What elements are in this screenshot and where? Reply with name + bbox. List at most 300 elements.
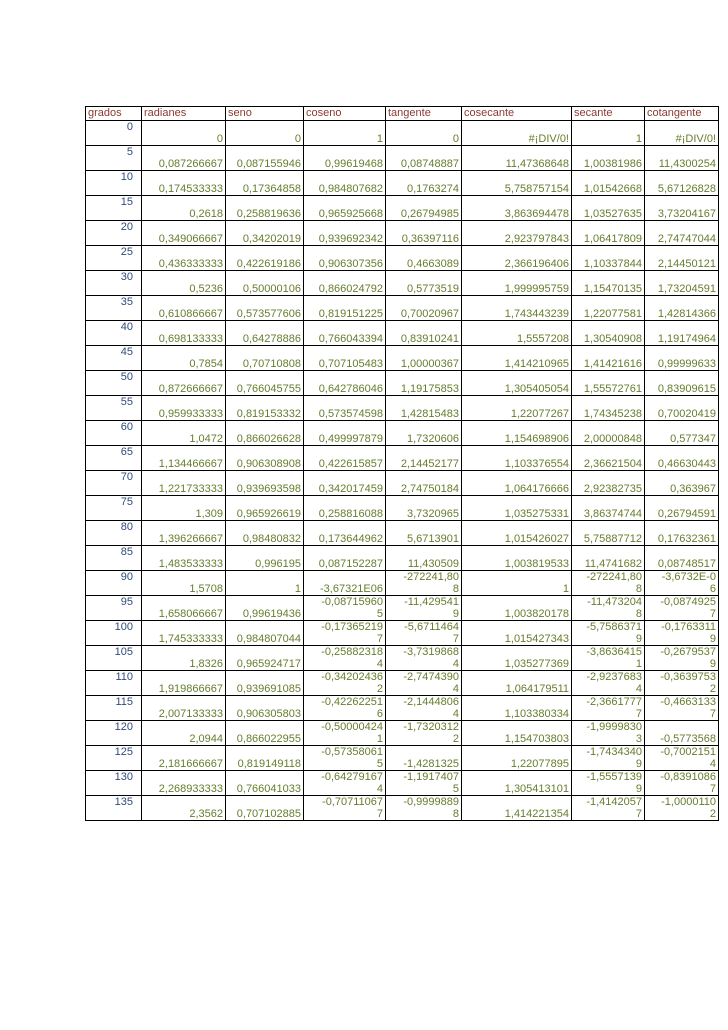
cell-cotangente [645,221,719,246]
cell-text: 1,305413101 [504,783,569,795]
cell-text: 1,22077267 [510,408,569,420]
degree-cell: 120 [86,721,142,734]
degree-cell: 70 [86,471,142,484]
cell-secante [572,321,645,346]
degree-cell-spacer [86,258,142,271]
cell-text: 0,64278886 [242,333,301,345]
cell-text: 1,309 [195,508,223,520]
header-tangente: tangente [386,107,462,121]
degree-cell-spacer [86,308,142,321]
cell-text: 0,906308908 [236,458,301,470]
cell-secante [572,396,645,421]
cell-text: 2 [452,733,459,745]
cell-cotangente [645,596,719,621]
cell-text: 9 [709,658,716,670]
cell-cosecante [462,521,572,546]
cell-seno [226,521,304,546]
cell-text: 0,08748887 [400,158,459,170]
cell-text: 0,906305803 [236,708,301,720]
cell-text: 7 [709,783,716,795]
degree-cell: 50 [86,371,142,384]
cell-seno [226,421,304,446]
degree-cell: 110 [86,671,142,684]
cell-text: 1 [376,733,383,745]
cell-tangente [386,346,462,371]
cell-text: 1,15470135 [583,283,642,295]
cell-cotangente [645,171,719,196]
cell-radianes [142,721,226,746]
cell-text: 1,003820178 [504,608,569,620]
degree-row [86,471,719,484]
degree-row [86,171,719,184]
cell-coseno [304,721,386,746]
cell-cotangente [645,196,719,221]
cell-cosecante [462,621,572,646]
cell-coseno [304,146,386,171]
cell-cotangente [645,121,719,146]
cell-text: 2,92382735 [583,483,642,495]
cell-tangente [386,146,462,171]
cell-text: 1,00000367 [400,358,459,370]
cell-cosecante [462,446,572,471]
degree-cell: 65 [86,446,142,459]
degree-row [86,621,719,634]
cell-seno [226,696,304,721]
cell-text: -0,64279167 [321,771,383,783]
cell-seno [226,721,304,746]
cell-text: 0,573577606 [236,308,301,320]
degree-cell: 90 [86,571,142,584]
cell-text: 1,743443239 [504,308,569,320]
cell-text: 1,5557208 [517,333,569,345]
cell-secante [572,521,645,546]
cell-text: -1,4281325 [403,758,459,770]
cell-coseno [304,396,386,421]
cell-radianes [142,521,226,546]
cell-text: 0,866024792 [318,283,383,295]
cell-text: 1 [635,658,642,670]
degree-cell-spacer [86,658,142,671]
degree-cell-spacer [86,808,142,821]
degree-cell: 30 [86,271,142,284]
cell-text: 1,00381986 [583,158,642,170]
cell-cosecante [462,696,572,721]
cell-text: 4 [635,683,642,695]
cell-cosecante [462,196,572,221]
cell-text: 1,919866667 [158,683,223,695]
cell-text: 0,698133333 [158,333,223,345]
cell-text: 9 [452,608,459,620]
cell-radianes [142,546,226,571]
cell-text: -0,50000424 [321,721,383,733]
cell-cosecante [462,646,572,671]
cell-text: 1,745333333 [158,633,223,645]
cell-text: 3,86374744 [583,508,642,520]
cell-cosecante [462,471,572,496]
degree-cell-spacer [86,483,142,496]
cell-text: 0,766041033 [236,783,301,795]
cell-text: 2,0944 [189,733,223,745]
degree-row [86,346,719,359]
cell-cotangente [645,371,719,396]
cell-text: 3,7320965 [407,508,459,520]
cell-text: 1,064179511 [505,683,569,695]
degree-cell: 100 [86,621,142,634]
cell-cosecante [462,671,572,696]
cell-tangente [386,421,462,446]
cell-cosecante [462,221,572,246]
cell-tangente [386,446,462,471]
cell-coseno [304,496,386,521]
cell-text: -0,70711067 [322,796,383,808]
cell-text: 0,83910241 [400,333,459,345]
cell-text: 11,4741682 [584,558,642,570]
cell-tangente [386,796,462,821]
degree-row [86,771,719,784]
degree-cell-spacer [86,183,142,196]
cell-tangente [386,696,462,721]
cell-text: 0,707105483 [318,358,383,370]
cell-coseno [304,546,386,571]
cell-tangente [386,196,462,221]
cell-coseno [304,621,386,646]
cell-tangente [386,246,462,271]
cell-text: 1,221733333 [158,483,223,495]
cell-cosecante [462,246,572,271]
cell-secante [572,596,645,621]
cell-text: -0,7002151 [660,746,716,758]
cell-text: -0,8391086 [660,771,716,783]
cell-text: 0,766043394 [318,333,383,345]
cell-text: 0,707102885 [236,808,301,820]
cell-secante [572,296,645,321]
cell-text: 0,2618 [189,208,223,220]
degree-row [86,596,719,609]
cell-radianes [142,196,226,221]
cell-seno [226,371,304,396]
degree-cell: 130 [86,771,142,784]
cell-cotangente [645,721,719,746]
degree-cell: 5 [86,146,142,159]
cell-text: 7 [376,633,383,645]
cell-coseno [304,746,386,771]
cell-coseno [304,271,386,296]
cell-radianes [142,171,226,196]
degree-cell: 10 [86,171,142,184]
cell-text: 0,83909615 [657,383,716,395]
cell-seno [226,196,304,221]
cell-text: #¡DIV/0! [528,133,569,145]
cell-secante [572,171,645,196]
cell-text: 1 [635,133,642,145]
cell-text: 0,99619436 [242,608,301,620]
cell-text: 2 [376,683,383,695]
cell-text: 0,26794985 [400,208,459,220]
cell-text: 0,996195 [255,558,301,570]
cell-text: -3,6732E-0 [661,571,716,583]
cell-text: 1,7320606 [407,433,459,445]
cell-text: 0,173644962 [318,533,383,545]
cell-text: 2,00000848 [583,433,642,445]
degree-cell-spacer [86,333,142,346]
cell-text: 0,70020419 [657,408,716,420]
cell-text: 1,396266667 [158,533,223,545]
cell-text: 4 [452,708,459,720]
cell-text: 0,258816088 [318,508,383,520]
degree-cell-spacer [86,783,142,796]
cell-text: -3,67321E06 [320,583,383,595]
cell-tangente [386,471,462,496]
degree-row [86,246,719,259]
cell-secante [572,671,645,696]
cell-tangente [386,621,462,646]
header-cosecante: cosecante [462,107,572,121]
cell-cotangente [645,396,719,421]
degree-row [86,321,719,334]
cell-secante [572,721,645,746]
degree-cell-spacer [86,383,142,396]
cell-text: 1,103376554 [504,458,569,470]
cell-cosecante [462,121,572,146]
cell-text: 1,015427343 [504,633,569,645]
degree-row [86,446,719,459]
cell-text: 1 [562,583,569,595]
cell-text: -1,1917407 [403,771,459,783]
cell-seno [226,396,304,421]
degree-cell: 0 [86,121,142,134]
cell-text: 0,70020967 [400,308,459,320]
cell-text: 1,73204591 [657,283,716,295]
cell-cosecante [462,496,572,521]
cell-coseno [304,571,386,596]
cell-text: 2,366196406 [504,258,569,270]
cell-text: 4 [376,783,383,795]
cell-seno [226,121,304,146]
cell-text: 3 [635,733,642,745]
cell-text: 0,26794591 [657,508,716,520]
cell-cosecante [462,346,572,371]
cell-text: 1,999995759 [504,283,569,295]
cell-tangente [386,221,462,246]
cell-text: 1,22077581 [583,308,642,320]
cell-secante [572,571,645,596]
cell-cotangente [645,246,719,271]
cell-cosecante [462,171,572,196]
cell-coseno [304,421,386,446]
cell-radianes [142,646,226,671]
cell-radianes [142,346,226,371]
cell-tangente [386,496,462,521]
cell-text: 0,5773519 [407,283,459,295]
cell-tangente [386,371,462,396]
cell-text: -3,8636415 [586,646,642,658]
cell-cotangente [645,471,719,496]
cell-cotangente [645,646,719,671]
degree-row [86,546,719,559]
cell-text: 0,363967 [670,483,716,495]
cell-text: -0,42262251 [321,696,383,708]
cell-text: 1,74345238 [583,408,642,420]
cell-seno [226,321,304,346]
degree-cell-spacer [86,708,142,721]
cell-text: 2,14452177 [400,458,459,470]
degree-cell: 75 [86,496,142,509]
cell-text: 0,939692342 [318,233,383,245]
cell-tangente [386,321,462,346]
cell-seno [226,596,304,621]
cell-cosecante [462,271,572,296]
cell-text: 0,819153332 [236,408,301,420]
degree-cell: 135 [86,796,142,809]
cell-text: 1,8326 [189,658,223,670]
cell-cotangente [645,571,719,596]
cell-text: 0,4663089 [407,258,459,270]
cell-coseno [304,121,386,146]
cell-text: 1,305405054 [504,383,569,395]
cell-text: 2,181666667 [158,758,223,770]
cell-text: 0,087266667 [158,158,223,170]
cell-text: -5,6711464 [404,621,459,633]
cell-text: 1,42814366 [657,308,716,320]
cell-text: 0,17364858 [242,183,301,195]
cell-text: 1,19174964 [657,333,716,345]
cell-text: 1,22077895 [510,758,569,770]
trig-table [85,106,719,821]
degree-cell-spacer [86,608,142,621]
cell-secante [572,496,645,521]
header-secante: secante [572,107,645,121]
cell-text: 0,17632361 [657,533,716,545]
cell-radianes [142,321,226,346]
degree-cell: 55 [86,396,142,409]
cell-text: 5,75887712 [583,533,642,545]
degree-cell: 60 [86,421,142,434]
cell-text: -11,429541 [404,596,459,608]
cell-text: 3,863694478 [504,208,569,220]
cell-text: -1,0000110 [661,796,716,808]
degree-row [86,521,719,534]
cell-cosecante [462,596,572,621]
cell-radianes [142,121,226,146]
cell-text: 11,4300254 [658,158,716,170]
cell-text: 8 [452,583,459,595]
degree-row [86,796,719,809]
cell-tangente [386,771,462,796]
degree-cell: 95 [86,596,142,609]
cell-text: 0 [452,133,459,145]
cell-text: 1,06417809 [583,233,642,245]
cell-tangente [386,396,462,421]
cell-text: -0,17365219 [321,621,383,633]
degree-cell-spacer [86,533,142,546]
cell-text: 5,6713901 [407,533,459,545]
degree-cell-spacer [86,208,142,221]
cell-text: 0,866022955 [236,733,301,745]
cell-cotangente [645,671,719,696]
cell-text: 0,5236 [189,283,223,295]
cell-text: 1,154698906 [504,433,569,445]
degree-row [86,746,719,759]
header-seno: seno [226,107,304,121]
cell-text: 4 [452,658,459,670]
cell-cosecante [462,296,572,321]
degree-cell: 45 [86,346,142,359]
cell-tangente [386,171,462,196]
cell-text: 7 [635,808,642,820]
cell-text: 9 [635,783,642,795]
cell-text: 0,99999633 [657,358,716,370]
cell-cosecante [462,371,572,396]
cell-seno [226,296,304,321]
cell-seno [226,571,304,596]
degree-cell-spacer [86,283,142,296]
cell-coseno [304,371,386,396]
cell-radianes [142,746,226,771]
cell-text: 0,766045755 [236,383,301,395]
cell-text: -5,7586371 [586,621,642,633]
cell-cotangente [645,521,719,546]
cell-cotangente [645,446,719,471]
cell-text: 1,03527635 [583,208,642,220]
cell-text: 0,939691085 [236,683,301,695]
degree-cell-spacer [86,133,142,146]
cell-coseno [304,221,386,246]
cell-coseno [304,471,386,496]
cell-coseno [304,596,386,621]
cell-text: 8 [635,608,642,620]
cell-coseno [304,646,386,671]
cell-radianes [142,596,226,621]
cell-cotangente [645,321,719,346]
cell-text: 7 [635,708,642,720]
cell-cotangente [645,696,719,721]
cell-cotangente [645,346,719,371]
cell-text: -2,1444806 [403,696,459,708]
cell-cosecante [462,321,572,346]
cell-cotangente [645,421,719,446]
cell-tangente [386,646,462,671]
header-radianes: radianes [142,107,226,121]
cell-text: 0,46630443 [657,458,716,470]
cell-text: 1,0472 [189,433,223,445]
cell-text: -1,7434340 [586,746,642,758]
cell-radianes [142,271,226,296]
cell-secante [572,246,645,271]
cell-seno [226,796,304,821]
cell-text: 0,70710808 [242,358,301,370]
cell-seno [226,221,304,246]
cell-text: 0,872666667 [158,383,223,395]
cell-seno [226,446,304,471]
cell-coseno [304,346,386,371]
cell-seno [226,546,304,571]
cell-cosecante [462,771,572,796]
cell-text: 6 [376,708,383,720]
cell-cotangente [645,271,719,296]
cell-text: 2,74747044 [657,233,716,245]
cell-cosecante [462,146,572,171]
cell-text: 1,015426027 [504,533,569,545]
cell-coseno [304,771,386,796]
cell-text: #¡DIV/0! [675,133,716,145]
cell-text: 8 [452,808,459,820]
cell-radianes [142,246,226,271]
cell-text: 0,819151225 [318,308,383,320]
cell-radianes [142,421,226,446]
cell-cosecante [462,746,572,771]
cell-text: 2,923797843 [504,233,569,245]
degree-cell: 105 [86,646,142,659]
